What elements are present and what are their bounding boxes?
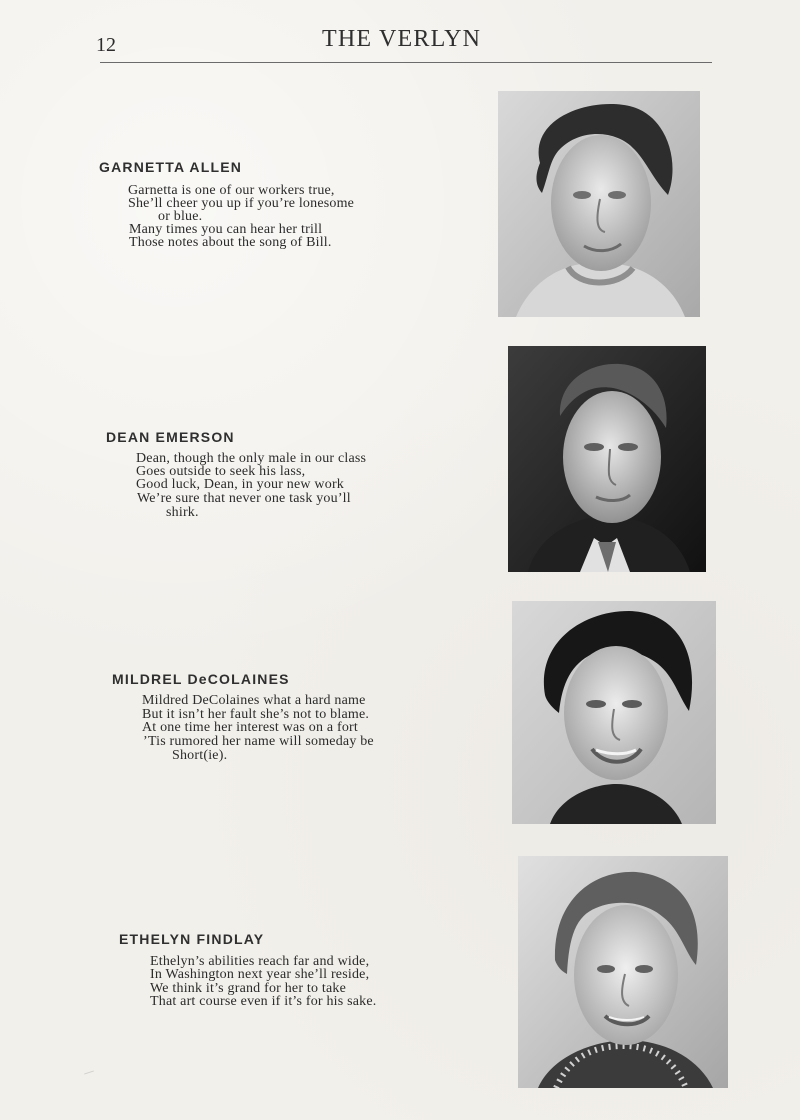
entry-name-ethelyn-findlay: ETHELYN FINDLAY: [119, 931, 265, 947]
portrait-mildrel-decolaines: [512, 601, 716, 824]
poem-line: She’ll cheer you up if you’re lonesome: [128, 196, 355, 211]
poem-line: We’re sure that never one task you’ll: [137, 491, 351, 506]
poem-line: Dean, though the only male in our class: [136, 451, 367, 466]
poem-line: shirk.: [166, 505, 199, 520]
poem-line: In Washington next year she’ll reside,: [150, 967, 370, 982]
portrait-dean-emerson: [508, 346, 706, 572]
page-number: 12: [96, 34, 116, 56]
poem-line: We think it’s grand for her to take: [150, 981, 346, 996]
poem-line: Garnetta is one of our workers true,: [128, 183, 335, 198]
poem-line: Mildred DeColaines what a hard name: [142, 693, 366, 708]
poem-line: Those notes about the song of Bill.: [129, 235, 332, 250]
portrait-ethelyn-findlay: [518, 856, 728, 1088]
poem-line: But it isn’t her fault she’s not to blame.: [142, 707, 370, 722]
entry-name-dean-emerson: DEAN EMERSON: [106, 429, 235, 445]
poem-line: That art course even if it’s for his sake.: [150, 994, 377, 1009]
poem-line: or blue.: [158, 209, 203, 224]
paper-speck: [84, 1070, 94, 1074]
running-title: THE VERLYN: [322, 26, 482, 52]
poem-line: Many times you can hear her trill: [129, 222, 323, 237]
poem-line: Good luck, Dean, in your new work: [136, 477, 345, 492]
portrait-garnetta-allen: [498, 91, 700, 317]
header-rule: [100, 62, 712, 63]
poem-line: Short(ie).: [172, 748, 228, 763]
poem-line: Goes outside to seek his lass,: [136, 464, 306, 479]
entry-name-mildrel-decolaines: MILDREL DeCOLAINES: [112, 671, 290, 687]
poem-line: At one time her interest was on a fort: [142, 720, 358, 735]
poem-line: Ethelyn’s abilities reach far and wide,: [150, 954, 370, 969]
entry-name-garnetta-allen: GARNETTA ALLEN: [99, 159, 243, 175]
page-header: [96, 22, 712, 66]
poem-line: ’Tis rumored her name will someday be: [143, 734, 374, 749]
